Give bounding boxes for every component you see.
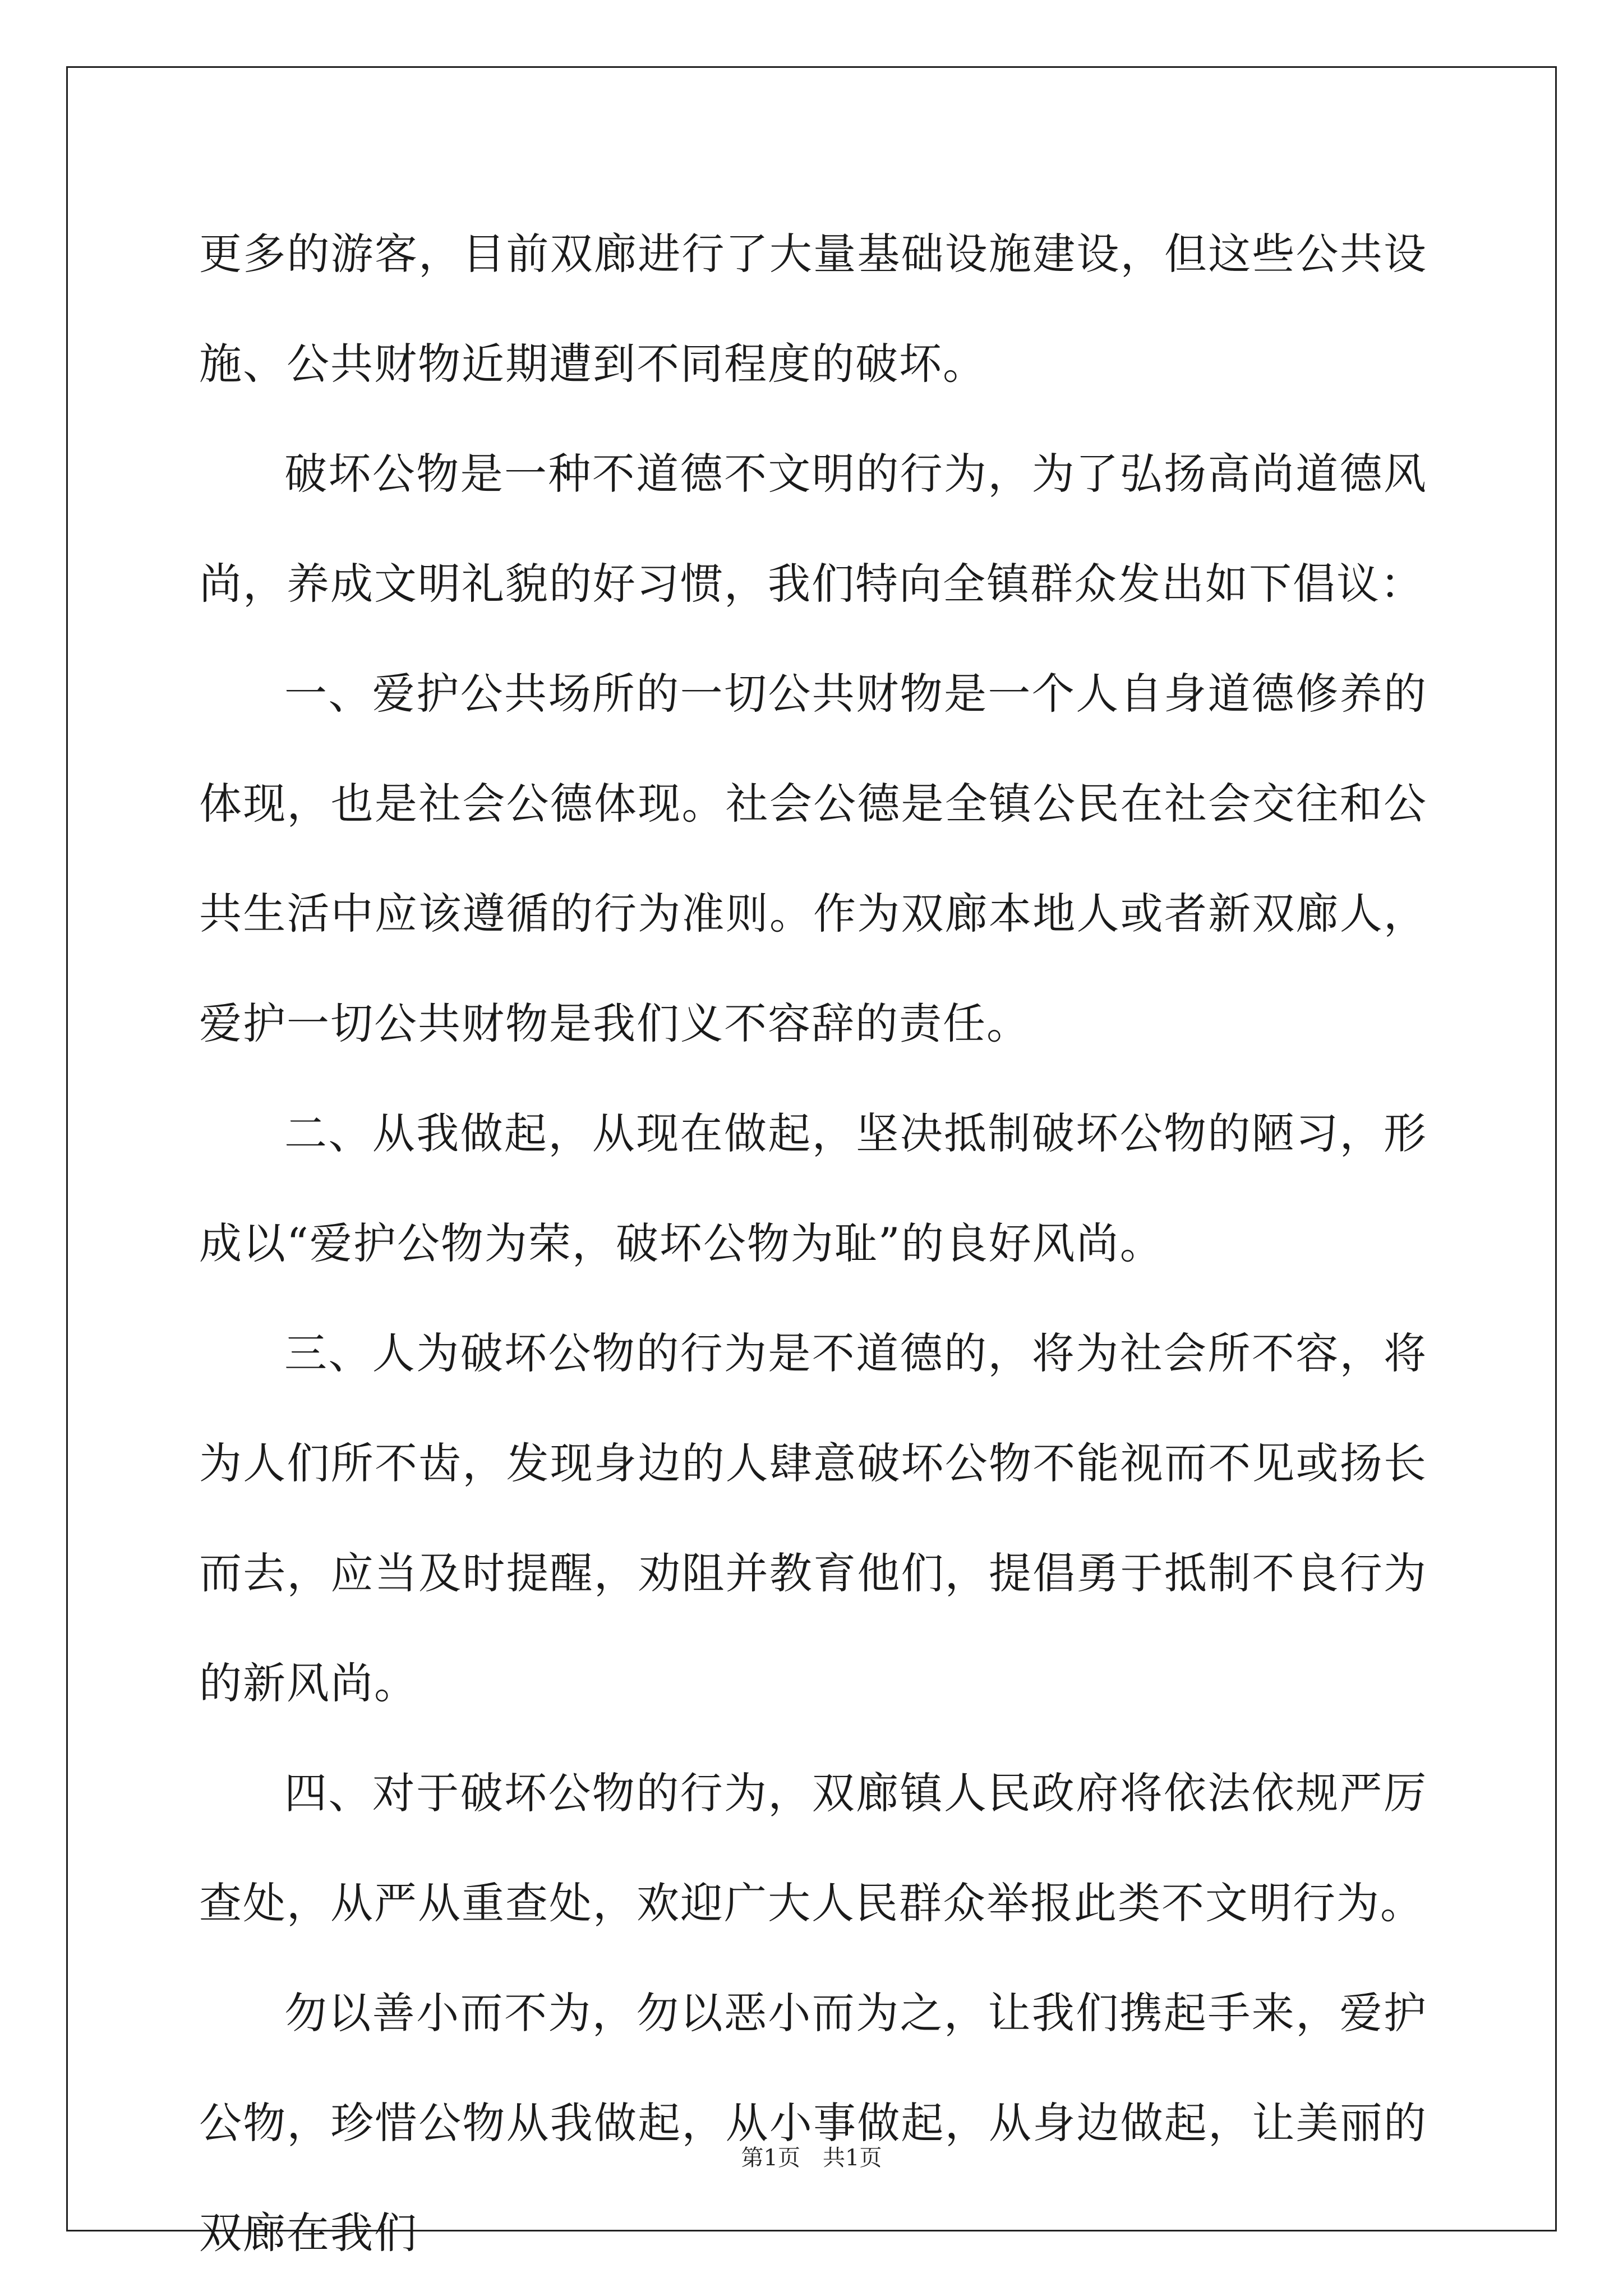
paragraph-7: 勿以善小而不为，勿以恶小而为之，让我们携起手来，爱护公物，珍惜公物从我做起，从小事做起，从身边做起，让美丽的双廊在我们: [199, 1988, 1427, 2258]
paragraph-5: 三、人为破坏公物的行为是不道德的，将为社会所不容，将为人们所不齿，发现身边的人肆意破坏公物不能视而不见或扬长而去，应当及时提醒，劝阻并教育他们，提倡勇于抵制不良行为的新风尚。: [199, 1328, 1427, 1708]
paragraph-3: 一、爱护公共场所的一切公共财物是一个人自身道德修养的体现，也是社会公德体现。社会公德是全镇公民在社会交往和公共生活中应该遵循的行为准则。作为双廊本地人或者新双廊人，爱护一切公共财物是我们义不容辞的责任。: [199, 669, 1427, 1048]
document-body: [199, 199, 1427, 2288]
paragraph-2: 破坏公物是一种不道德不文明的行为，为了弘扬高尚道德风尚，养成文明礼貌的好习惯，我们特向全镇群众发出如下倡议：: [199, 449, 1427, 609]
paragraph-6: 四、对于破坏公物的行为，双廊镇人民政府将依法依规严厉查处，从严从重查处，欢迎广大人民群众举报此类不文明行为。: [199, 1768, 1427, 1928]
page-number-footer: 第1页 共1页: [741, 2145, 882, 2171]
paragraph-4: 二、从我做起，从现在做起，坚决抵制破坏公物的陋习，形成以“爱护公物为荣，破坏公物为耻”的良好风尚。: [199, 1108, 1427, 1268]
paragraph-1: 更多的游客，目前双廊进行了大量基础设施建设，但这些公共设施、公共财物近期遭到不同程度的破坏。: [199, 229, 1427, 389]
